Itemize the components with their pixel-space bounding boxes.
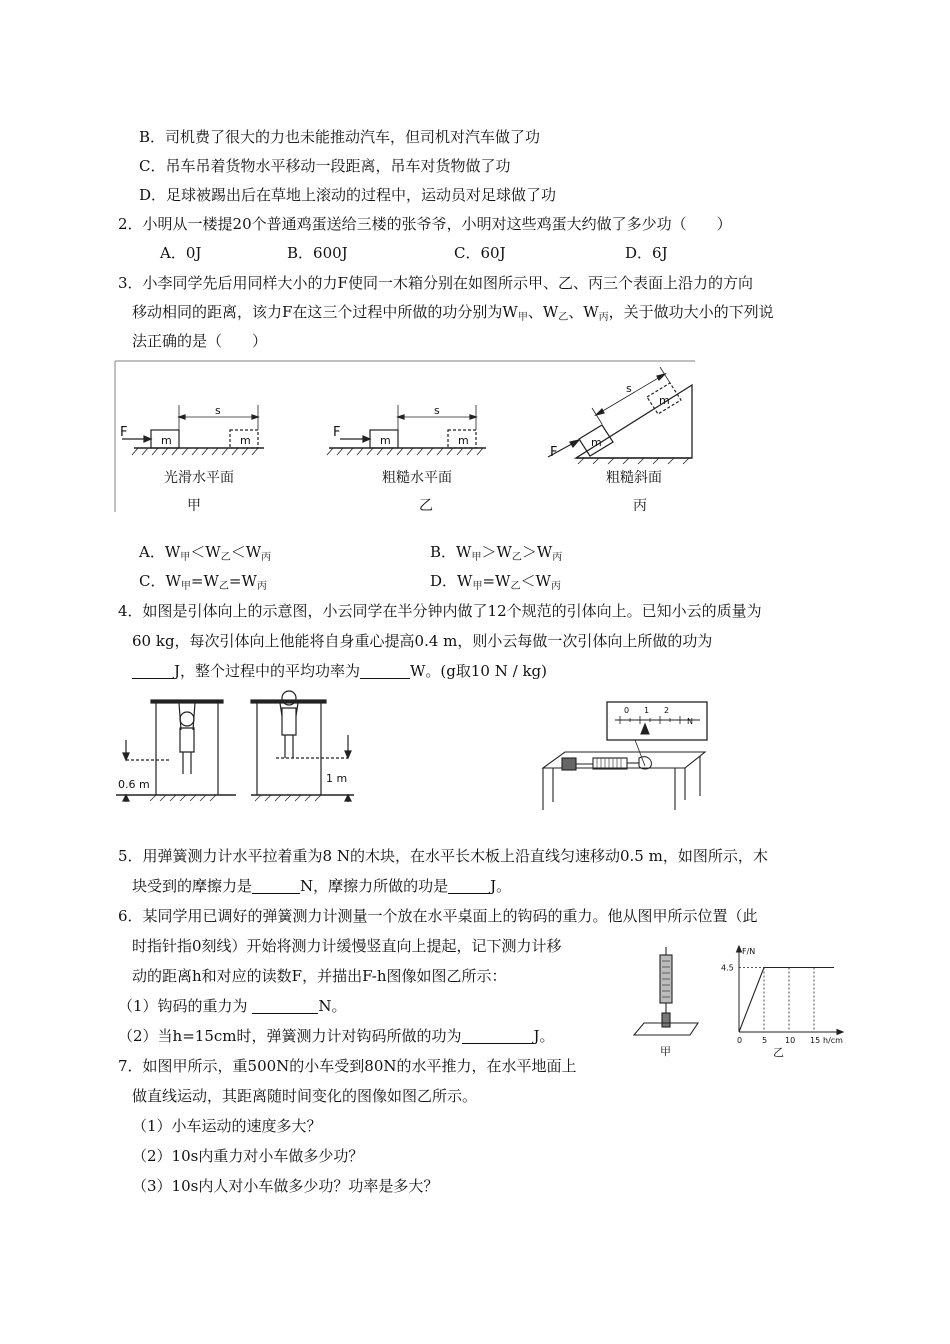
q3-fig-mass-bing: m	[591, 436, 602, 449]
q5-line2: 块受到的摩擦力是 N，摩擦力所做的功是 J。	[132, 877, 512, 895]
q6-line3: 动的距离h和对应的读数F，并描出F-h图像如图乙所示：	[132, 967, 507, 985]
q4-fig-height-1: 0.6 m	[118, 778, 150, 791]
q3-fig-mass-bing-dashed: m	[659, 394, 670, 407]
q5-line1: 5．用弹簧测力计水平拉着重为8 N的木块，在水平长木板上沿直线匀速移动0.5 m，如图所示，木	[118, 847, 768, 865]
q5-scale-unit: N	[687, 717, 693, 726]
q7-line2: 做直线运动，其距离随时间变化的图像如图乙所示。	[132, 1087, 478, 1105]
fh-x-tick-0: 0	[737, 1036, 743, 1045]
q5-figure	[535, 700, 715, 820]
q7-line1: 7．如图甲所示，重500N的小车受到80N的水平推力，在水平地面上	[118, 1057, 577, 1075]
q3-fig-tag-jia: 甲	[187, 498, 201, 514]
q4-figure	[116, 690, 366, 805]
q5-scale-1: 1	[644, 706, 650, 715]
fh-x-tick-2: 10	[785, 1036, 796, 1045]
q6-fig-label-jia: 甲	[660, 1045, 671, 1058]
q3-line3: 法正确的是（ ）	[132, 332, 268, 350]
q3-fig-mass-yi-dashed: m	[458, 434, 469, 447]
q6-fig-label-yi: 乙	[773, 1046, 784, 1059]
q2-option-a: A．0J	[160, 244, 202, 262]
q4-blank-2[interactable]	[360, 662, 410, 679]
q3-option-d: D．$W_甲=W_乙<W_丙$	[430, 572, 561, 592]
q7-sub3: （3）10s内人对小车做多少功？功率是多大？	[132, 1177, 439, 1195]
q3-fig-dist-jia: s	[215, 404, 221, 417]
q6-fh-chart	[715, 940, 850, 1060]
q6-line2: 时指针指0刻线）开始将测力计缓慢竖直向上提起，记下测力计移	[132, 937, 562, 955]
q3-fig-tag-yi: 乙	[419, 498, 433, 514]
q6-line1: 6．某同学用已调好的弹簧测力计测量一个放在水平桌面上的钩码的重力。他从图甲所示位置（此	[118, 907, 758, 925]
q4-fig-height-2: 1 m	[326, 772, 348, 785]
q3-fig-label-yi: 粗糙水平面	[382, 470, 452, 486]
fh-series-line	[739, 968, 834, 1033]
q1-option-c: C．吊车吊着货物水平移动一段距离，吊车对货物做了功	[139, 157, 511, 175]
q3-fig-label-bing: 粗糙斜面	[606, 470, 662, 486]
q4-line1: 4．如图是引体向上的示意图，小云同学在半分钟内做了12个规范的引体向上。已知小云的质量为	[118, 602, 762, 620]
q1-option-b: B．司机费了很大的力也未能推动汽车，但司机对汽车做了功	[139, 128, 541, 146]
q3-fig-force-jia: F	[120, 425, 128, 440]
y-axis-arrow	[737, 946, 742, 952]
x-axis-label: h/cm	[823, 1036, 843, 1045]
q3-option-a: A．$W_甲<W_乙<W_丙$	[139, 543, 272, 563]
q3-line1: 3．小李同学先后用同样大小的力F使同一木箱分别在如图所示甲、乙、丙三个表面上沿力的方向	[118, 274, 753, 292]
q7-sub1: （1）小车运动的速度多大？	[132, 1117, 322, 1135]
q3-fig-mass-jia-dashed: m	[240, 434, 251, 447]
q4-blank-1[interactable]	[132, 662, 174, 679]
q2-option-c: C．60J	[454, 244, 506, 262]
q2-stem: 2．小明从一楼提20个普通鸡蛋送给三楼的张爷爷，小明对这些鸡蛋大约做了多少功（ ）	[118, 215, 732, 233]
q3-fig-force-bing: F	[550, 445, 558, 460]
q3-fig-force-yi: F	[333, 425, 341, 440]
q7-sub2: （2）10s内重力对小车做多少功？	[132, 1147, 364, 1165]
q3-fig-tag-bing: 丙	[633, 498, 647, 514]
q6-blank-2[interactable]	[462, 1027, 534, 1044]
q3-line2: 移动相同的距离，该力F在这三个过程中所做的功分别为$W_甲$、$W_乙$、$W_丙$，关于做功大小的下列说	[132, 303, 774, 323]
q6-sub2: （2）当h=15cm时，弹簧测力计对钩码所做的功为 J。	[118, 1027, 555, 1045]
q1-option-d: D．足球被踢出后在草地上滚动的过程中，运动员对足球做了功	[139, 186, 557, 204]
fh-x-tick-1: 5	[762, 1036, 768, 1045]
q5-blank-1[interactable]	[252, 877, 300, 894]
q2-option-d: D．6J	[625, 244, 668, 262]
q3-fig-dist-bing: s	[626, 382, 632, 395]
q4-line3: J，整个过程中的平均功率为 W。(g取10 N / kg)	[132, 660, 547, 682]
q2-option-b: B．600J	[287, 244, 348, 262]
q6-figure-jia	[632, 945, 712, 1060]
q3-figure	[114, 360, 696, 515]
q5-blank-2[interactable]	[448, 877, 490, 894]
q5-scale-2: 2	[664, 706, 670, 715]
q6-blank-1[interactable]	[252, 997, 318, 1014]
q3-option-b: B．$W_甲>W_乙>W_丙$	[430, 543, 563, 563]
q5-scale-0: 0	[624, 706, 630, 715]
fh-y-tick-0: 4.5	[721, 963, 734, 973]
q3-fig-mass-yi: m	[380, 434, 391, 447]
y-axis-label: F/N	[742, 947, 756, 956]
x-axis-arrow	[837, 1030, 843, 1035]
q3-option-c: C．$W_甲=W_乙=W_丙$	[139, 572, 267, 592]
q3-fig-mass-jia: m	[161, 434, 172, 447]
q3-fig-label-jia: 光滑水平面	[164, 470, 234, 486]
fh-x-tick-3: 15	[810, 1036, 821, 1045]
q4-line2: 60 kg，每次引体向上他能将自身重心提高0.4 m，则小云每做一次引体向上所做的功为	[132, 632, 713, 650]
q6-sub1: （1）钩码的重力为 N。	[118, 997, 347, 1015]
q3-fig-dist-yi: s	[434, 404, 440, 417]
